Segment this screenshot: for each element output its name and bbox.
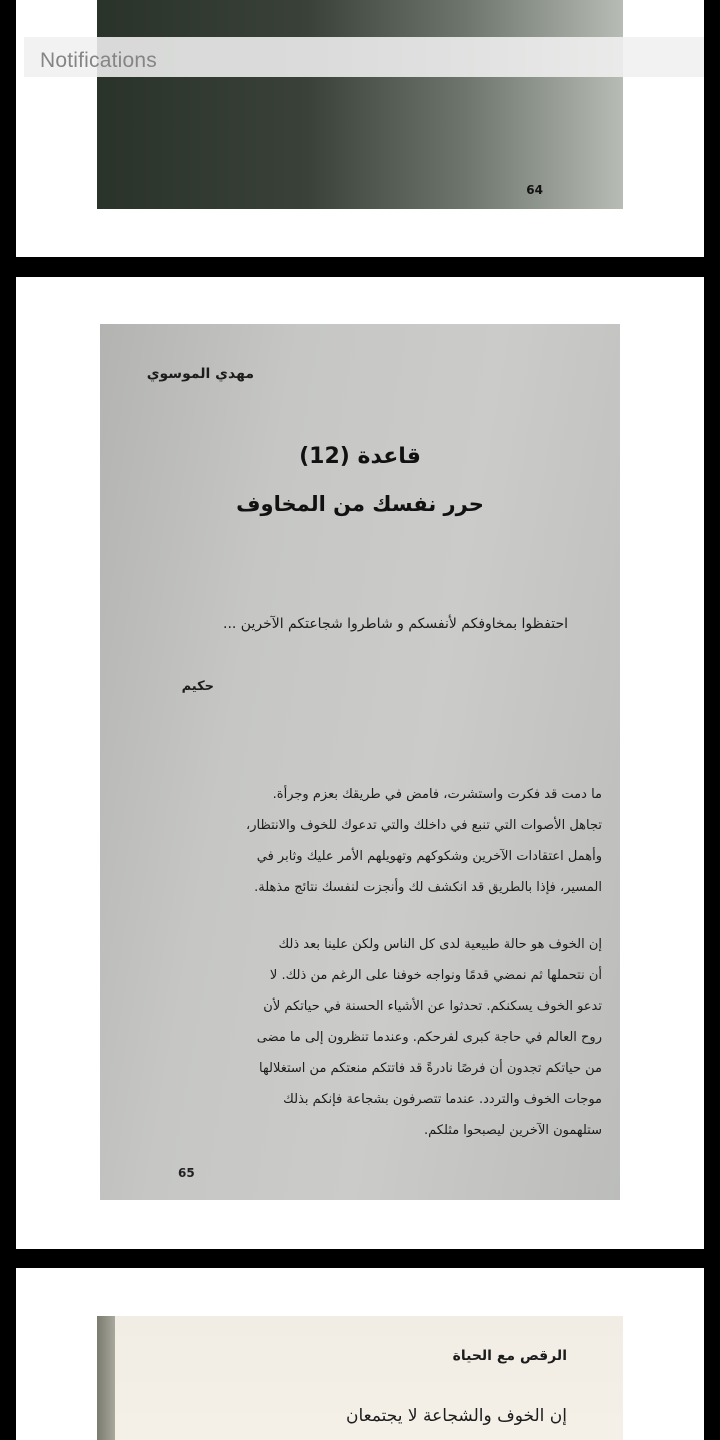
page-photo-66 — [97, 1316, 623, 1440]
page-photo-65 — [100, 324, 620, 1200]
text-line: إن الخوف والشجاعة لا يجتمعان — [345, 1406, 567, 1426]
text-line: تدعو الخوف يسكنكم. تحدثوا عن الأشياء الحسنة في حياتكم لأن — [263, 999, 602, 1014]
page-card-65 — [16, 277, 704, 1249]
page-card-66 — [16, 1268, 704, 1440]
text-line: إن الخوف هو حالة طبيعية لدى كل الناس ولكن علينا بعد ذلك — [278, 937, 602, 952]
page-photo-64 — [97, 0, 623, 209]
page-number: 65 — [178, 1166, 195, 1180]
notifications-bar[interactable] — [24, 37, 704, 77]
paragraph — [162, 929, 602, 1146]
text-line: وأهمل اعتقادات الآخرين وشكوكهم وتهويلهم الأمر عليك وثابر في — [256, 849, 602, 864]
rule-title: قاعدة (12) — [299, 444, 421, 469]
author-name: مهدي الموسوي — [146, 366, 254, 382]
running-title: الرقص مع الحياة — [452, 1348, 567, 1364]
page-number: 64 — [526, 183, 543, 197]
quote-text: احتفظوا بمخاوفكم لأنفسكم و شاطروا شجاعتكم الآخرين ... — [223, 616, 568, 632]
quote-author: حكيم — [181, 679, 214, 694]
text-line: من حياتكم تجدون أن فرصًا نادرةً قد فاتتكم منعتكم من استغلالها — [259, 1061, 602, 1076]
text-line: تجاهل الأصوات التي تنبع في داخلك والتي تدعوك للخوف والانتظار، — [246, 818, 602, 833]
text-line: روح العالم في حاجة كبرى لفرحكم. وعندما تنظرون إلى ما مضى — [256, 1030, 602, 1045]
text-line: أن نتحملها ثم نمضي قدمًا ونواجه خوفنا على الرغم من ذلك. لا — [269, 968, 602, 983]
rule-subtitle: حرر نفسك من المخاوف — [236, 492, 484, 516]
text-line: المسير، فإذا بالطريق قد انكشف لك وأنجزت لنفسك نتائج مذهلة. — [254, 880, 602, 895]
text-line: موجات الخوف والتردد. عندما تتصرفون بشجاعة فإنكم بذلك — [283, 1092, 602, 1107]
paragraph — [162, 779, 602, 903]
notifications-label: Notifications — [40, 49, 157, 72]
page-shadow — [97, 1316, 115, 1440]
text-line: ما دمت قد فكرت واستشرت، فامض في طريقك بعزم وجرأة. — [272, 787, 602, 802]
text-line: ستلهمون الآخرين ليصبحوا مثلكم. — [424, 1123, 602, 1138]
